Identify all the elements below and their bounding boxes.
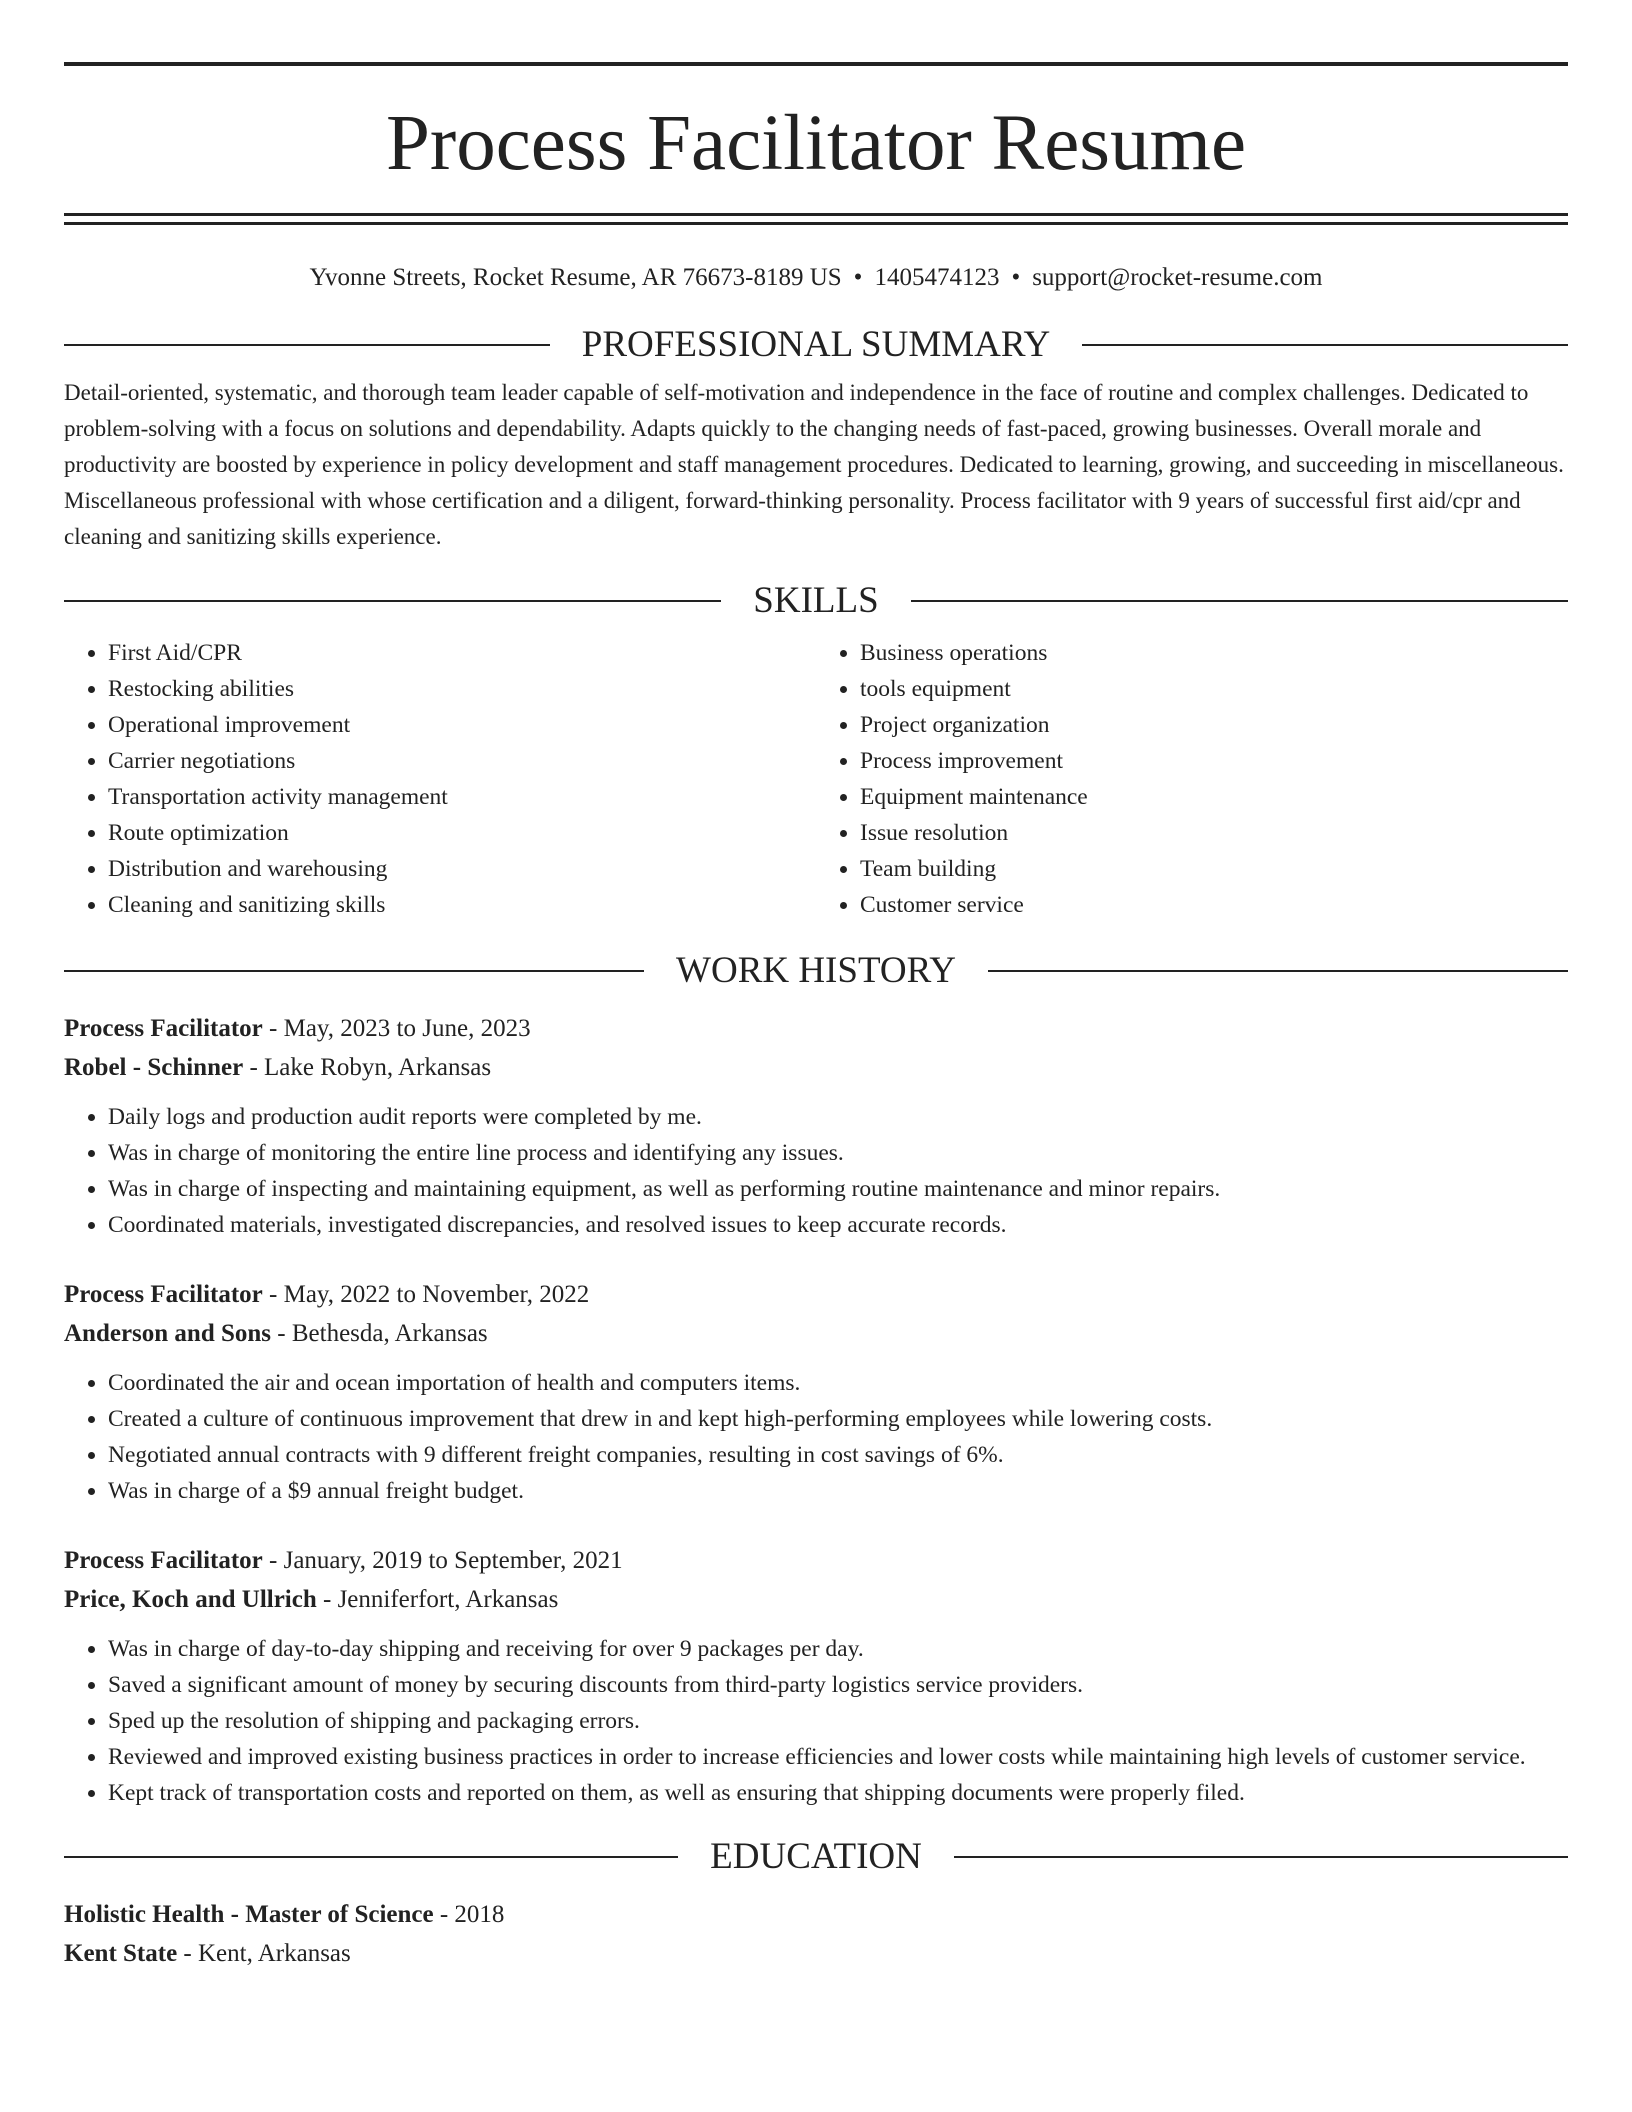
summary-text: Detail-oriented, systematic, and thorough team leader capable of self-motivation and independence in the face of routine and complex challenges. Dedicated to problem-solving with a focus on solutions and dependability. Adapts quickly to the changing needs of fast-paced, growing businesses. Overall morale and productivity are boosted by experience in policy development and staff management procedures. Dedicated to learning, growing, and succeeding in miscellaneous. Miscellaneous professional with whose certification and a diligent, forward-thinking personality. Process facilitator with 9 years of successful first aid/cpr and cleaning and sanitizing skills experience. xyxy=(64,380,1564,549)
education-heading-label: EDUCATION xyxy=(710,1836,922,1877)
job-dates: - May, 2023 to June, 2023 xyxy=(262,1015,531,1042)
job-location: - Jenniferfort, Arkansas xyxy=(316,1586,559,1613)
job-location: - Lake Robyn, Arkansas xyxy=(243,1054,492,1081)
skills-list-left xyxy=(64,635,816,923)
job-title-line xyxy=(64,1541,1568,1580)
heading-rule-left xyxy=(64,970,644,972)
job-title-line xyxy=(64,1275,1568,1314)
job-dates: - May, 2022 to November, 2022 xyxy=(262,1281,590,1308)
heading-rule-right xyxy=(988,970,1568,972)
skills-section-heading xyxy=(64,579,1568,623)
skill-item: • Route optimization xyxy=(108,815,816,851)
job-company-line xyxy=(64,1580,1568,1619)
heading-rule-left xyxy=(64,344,550,346)
work-heading-label: WORK HISTORY xyxy=(676,950,956,991)
job-bullet: • Reviewed and improved existing business practices in order to increase efficiencies and lower costs while maintaining high levels of customer service. xyxy=(108,1739,1568,1775)
job-bullets xyxy=(64,1631,1568,1811)
job-bullet: • Sped up the resolution of shipping and packaging errors. xyxy=(108,1703,1568,1739)
job-bullet: • Was in charge of inspecting and maintaining equipment, as well as performing routine maintenance and minor repairs. xyxy=(108,1171,1568,1207)
job-bullets xyxy=(64,1099,1568,1243)
summary-heading-label: PROFESSIONAL SUMMARY xyxy=(581,324,1051,365)
skill-item: • Customer service xyxy=(860,887,1568,923)
work-section-heading xyxy=(64,949,1568,993)
skill-item: • tools equipment xyxy=(860,671,1568,707)
skills-list-right xyxy=(816,635,1568,923)
job-entry xyxy=(64,1541,1568,1811)
top-rule xyxy=(64,62,1568,66)
job-company: Robel - Schinner xyxy=(64,1054,244,1081)
job-bullet: • Was in charge of day-to-day shipping and receiving for over 9 packages per day. xyxy=(108,1631,1568,1667)
contact-phone: 1405474123 xyxy=(874,264,1000,291)
job-company: Price, Koch and Ullrich xyxy=(64,1586,317,1613)
job-bullet: • Coordinated the air and ocean importation of health and computers items. xyxy=(108,1365,1568,1401)
skills-heading-label: SKILLS xyxy=(753,580,879,621)
education-degree: Holistic Health - Master of Science xyxy=(64,1901,434,1928)
job-dates: - January, 2019 to September, 2021 xyxy=(262,1547,623,1574)
skill-item: • Transportation activity management xyxy=(108,779,816,815)
job-bullet: • Saved a significant amount of money by securing discounts from third-party logistics service providers. xyxy=(108,1667,1568,1703)
heading-rule-right xyxy=(954,1856,1568,1858)
heading-rule-left xyxy=(64,600,721,602)
skill-item: • Business operations xyxy=(860,635,1568,671)
summary-section-heading xyxy=(64,323,1568,367)
contact-separator: • xyxy=(1011,264,1021,291)
education-entry xyxy=(64,1895,1568,1973)
education-school-line xyxy=(64,1934,1568,1973)
skill-item: • Cleaning and sanitizing skills xyxy=(108,887,816,923)
job-bullet: • Was in charge of a $9 annual freight budget. xyxy=(108,1473,1568,1509)
job-bullet: • Daily logs and production audit reports were completed by me. xyxy=(108,1099,1568,1135)
contact-email[interactable]: support@rocket-resume.com xyxy=(1032,264,1323,291)
job-bullets xyxy=(64,1365,1568,1509)
contact-separator: • xyxy=(853,264,863,291)
heading-rule-right xyxy=(1082,344,1568,346)
job-company: Anderson and Sons xyxy=(64,1320,272,1347)
heading-rule-right xyxy=(911,600,1568,602)
job-company-line xyxy=(64,1314,1568,1353)
skill-item: • Issue resolution xyxy=(860,815,1568,851)
job-location: - Bethesda, Arkansas xyxy=(271,1320,488,1347)
resume-title: Process Facilitator Resume xyxy=(385,100,1247,187)
skill-item: • Process improvement xyxy=(860,743,1568,779)
job-bullet: • Kept track of transportation costs and reported on them, as well as ensuring that shipping documents were properly filed. xyxy=(108,1775,1568,1811)
job-title: Process Facilitator xyxy=(64,1281,263,1308)
job-entry xyxy=(64,1009,1568,1243)
job-entry xyxy=(64,1275,1568,1509)
skill-item: • Distribution and warehousing xyxy=(108,851,816,887)
job-bullet: • Was in charge of monitoring the entire line process and identifying any issues. xyxy=(108,1135,1568,1171)
title-double-rule xyxy=(64,213,1568,225)
skill-item: • Project organization xyxy=(860,707,1568,743)
skill-item: • Restocking abilities xyxy=(108,671,816,707)
job-title: Process Facilitator xyxy=(64,1547,263,1574)
contact-line xyxy=(64,263,1568,293)
education-degree-line xyxy=(64,1895,1568,1934)
skill-item: • Equipment maintenance xyxy=(860,779,1568,815)
skill-item: • Carrier negotiations xyxy=(108,743,816,779)
education-school: Kent State xyxy=(64,1940,178,1967)
skill-item: • Operational improvement xyxy=(108,707,816,743)
contact-address: Yvonne Streets, Rocket Resume, AR 76673-8189 US xyxy=(309,264,842,291)
job-bullet: • Coordinated materials, investigated discrepancies, and resolved issues to keep accurate records. xyxy=(108,1207,1568,1243)
education-location: - Kent, Arkansas xyxy=(177,1940,351,1967)
skills-columns xyxy=(64,635,1568,923)
education-year: - 2018 xyxy=(433,1901,505,1928)
education-section-heading xyxy=(64,1835,1568,1879)
job-bullet: • Created a culture of continuous improvement that drew in and kept high-performing employees while lowering costs. xyxy=(108,1401,1568,1437)
job-title-line xyxy=(64,1009,1568,1048)
heading-rule-left xyxy=(64,1856,678,1858)
job-title: Process Facilitator xyxy=(64,1015,263,1042)
job-company-line xyxy=(64,1048,1568,1087)
skill-item: • First Aid/CPR xyxy=(108,635,816,671)
job-bullet: • Negotiated annual contracts with 9 different freight companies, resulting in cost savings of 6%. xyxy=(108,1437,1568,1473)
skill-item: • Team building xyxy=(860,851,1568,887)
